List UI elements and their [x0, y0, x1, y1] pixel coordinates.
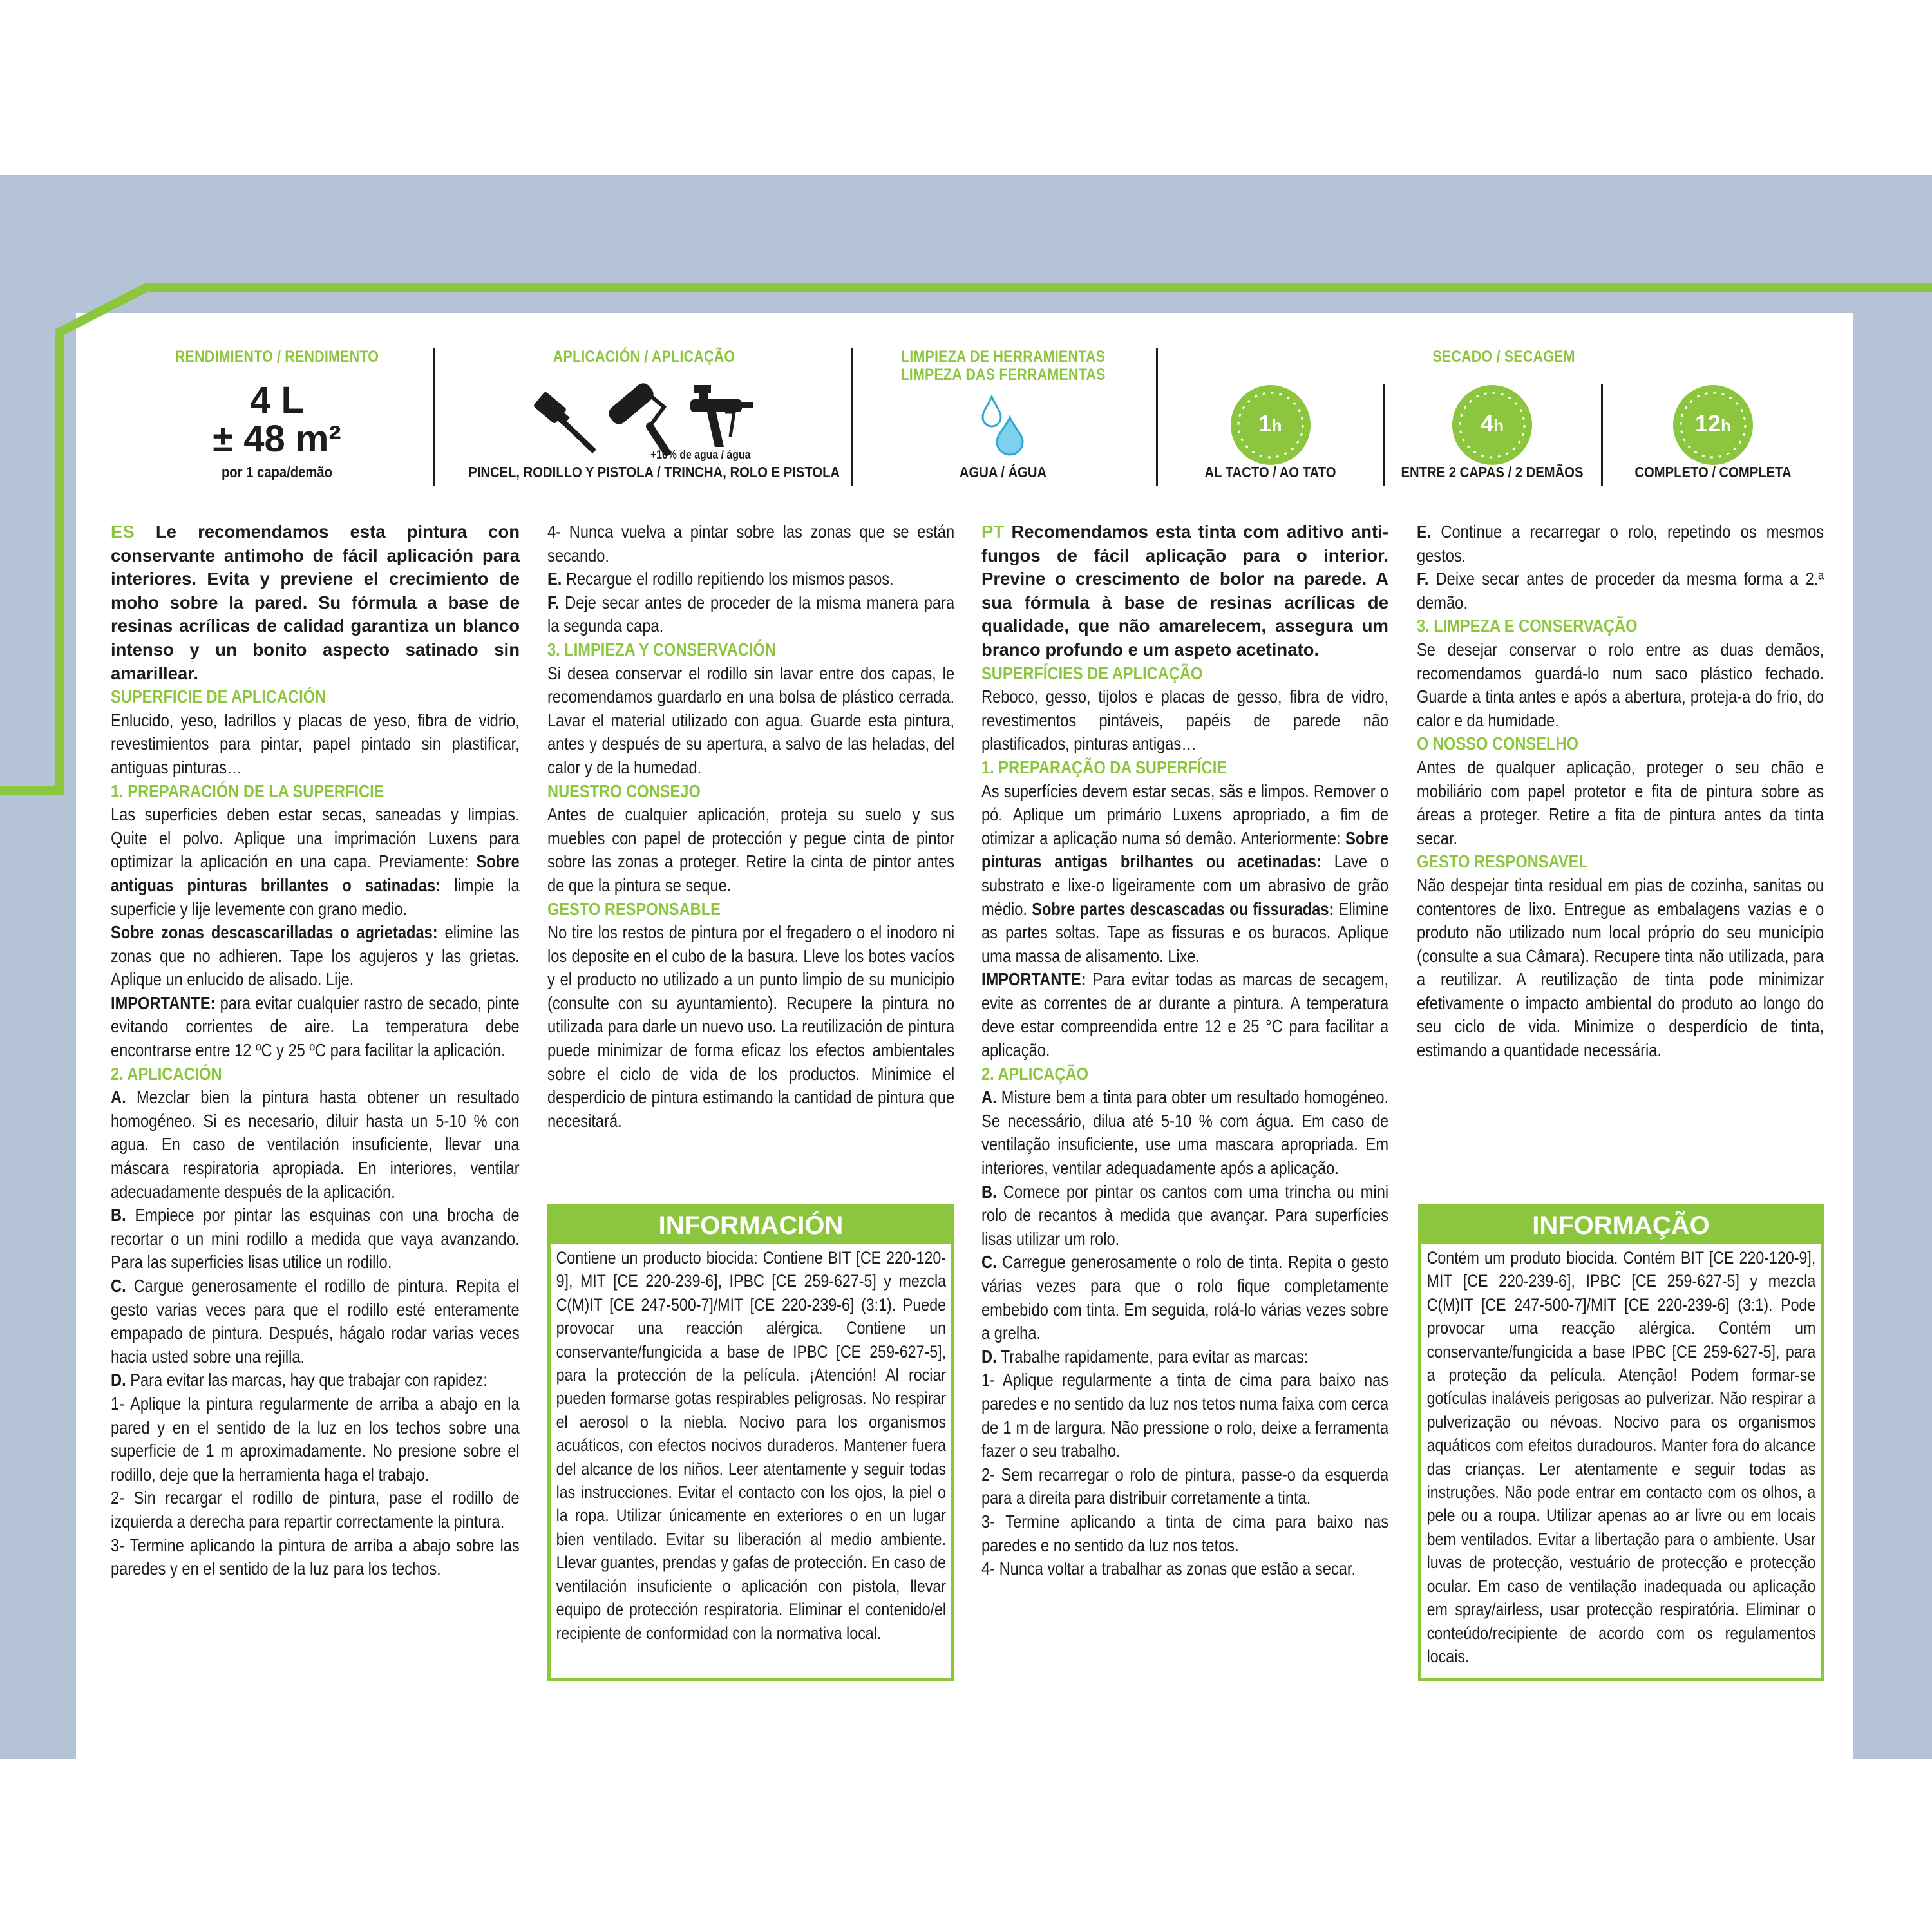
drying-value: 12 — [1695, 410, 1721, 437]
es-surface-heading: SUPERFICIE DE APLICACIÓN — [111, 687, 327, 707]
es-step-d4: 4- Nunca vuelva a pintar sobre las zonas que se están secando. — [547, 522, 955, 565]
es-cleaning-text: Si desea conservar el rodillo sin lavar entre dos capas, le recomendamos guardarlo en una bolsa de plástico cerrada. Lavar el material utilizado con agua. Guarde esta pintura, antes y después de su apertura, a salvo de las heladas, del calor y de la humedad. — [547, 663, 955, 777]
pt-step-d1: 1- Aplique regularmente a tinta de cima para baixo nas paredes e no sentido da luz nos tetos numa faixa com cerca de 1 m de largura. Não pressione o rolo, deixe a ferramenta fazer o seu trabalho. — [981, 1370, 1389, 1461]
pt-prep-important: IMPORTANTE: Para evitar todas as marcas de secagem, evite as correntes de ar durante a pintura. A temperatura deve estar compreendida entre 12 e 25 °C para facilitar a aplicação. — [981, 969, 1389, 1061]
pt-cleaning-heading: 3. LIMPEZA E CONSERVAÇÃO — [1417, 616, 1638, 636]
pt-prep-text: As superfícies devem estar secas, sãs e limpos. Remover o pó. Aplique um primário Luxens apropriado, a fim de otimizar a aplicação numa só demão. Anteriormente: Sobre pinturas antigas brilhantes ou acetinadas: Lave o substrato e lixe-o ligeiramente com um abrasivo de grão médio. Sobre partes descascadas ou fissuradas: Elimine as partes soltas. Tape as fissuras e os buracos. Aplique uma massa de alisamento. Lixe. — [981, 781, 1389, 966]
pt-step-d3: 3- Termine aplicando a tinta de cima para baixo nas paredes e no sentido da luz nos tetos. — [981, 1511, 1389, 1555]
es-lead: Le recomendamos esta pintura con conservante antimoho de fácil aplicación para interiores. Evita y previene el crecimiento de moho sobre la pared. Su fórmula a base de resinas acrílicas de calidad garantiza un blanco intenso y un bonito aspecto satinado sin amarillear. — [111, 522, 520, 683]
pt-step-e: E. Continue a recarregar o rolo, repetindo os mesmos gestos. — [1417, 522, 1824, 565]
application-title: APLICACIÓN / APLICAÇÃO — [553, 348, 735, 366]
pt-cleaning-text: Se desejar conservar o rolo entre as duas demãos, recomendamos guardá-lo num saco plástico fechado. Guarde a tinta antes e após a abertura, proteja-a do frio, do calor e da humidade. — [1417, 639, 1824, 730]
pt-lead: Recomendamos esta tinta com aditivo anti-fungos de fácil aplicação para o interior. Previne o crescimento de bolor na parede. A sua fórmula à base de resinas acrílicas de qualidade, que não amarelecem, assegura um branco profundo e um aspeto acetinato. — [981, 522, 1388, 659]
drying-caption: COMPLETO / COMPLETA — [1634, 464, 1792, 480]
es-prep-important: IMPORTANTE: para evitar cualquier rastro de secado, pinte evitando corrientes de aire. La temperatura debe encontrarse entre 12 ºC y 25 ºC para facilitar la aplicación. — [111, 992, 520, 1061]
es-step-e: E. Recargue el rodillo repitiendo los mismos pasos. — [547, 569, 894, 589]
es-language-tag: ES — [111, 522, 135, 542]
drying-item-full — [1604, 348, 1823, 483]
drying-caption: AL TACTO / AO TATO — [1204, 464, 1336, 480]
es-step-d3: 3- Termine aplicando la pintura de arriba a abajo sobre las paredes y en el sentido de la luz para los techos. — [111, 1535, 520, 1579]
es-advice-heading: NUESTRO CONSEJO — [547, 781, 701, 801]
pt-step-c: C. Carregue generosamente o rolo de tinta. Repita o gesto várias vezes para que o rolo fique completamente embebido com tinta. Em seguida, rolá-lo várias vezes sobre a grelha. — [981, 1252, 1389, 1343]
pt-intro — [981, 520, 1388, 662]
es-step-d: D. Para evitar las marcas, hay que trabajar con rapidez: — [111, 1370, 488, 1390]
es-step-a: A. Mezclar bien la pintura hasta obtener un resultado homogéneo. Si es necesario, diluir hasta un 5-10 % con agua. En caso de ventilación insuficiente, llevar una máscara respiratoria apropiada. En interiores, ventilar adecuadamente después de la aplicación. — [111, 1087, 520, 1202]
water-drops-icon — [978, 394, 1029, 457]
pt-info-title: INFORMAÇÃO — [1421, 1208, 1821, 1244]
cleaning-cell — [857, 348, 1150, 483]
pt-surface-text: Reboco, gesso, tijolos e placas de gesso, fibra de vidro, revestimentos pintáveis, papéis de parede não plastificados, pinturas antigas… — [981, 687, 1389, 754]
pt-application-heading: 2. APLICAÇÃO — [981, 1063, 1089, 1084]
es-step-b: B. Empiece por pintar las esquinas con una brocha de recortar o un mini rodillo a medida que vaya avanzando. Para las superficies lisas utilice un rodillo. — [111, 1205, 520, 1273]
pt-info-text: Contém um produto biocida. Contém BIT [CE 220-120-9], MIT [CE 220-239-6], IPBC [CE 259-627-5] y mezcla C(M)IT [CE 247-500-7]/MIT [CE 220-239-6] (3:1). Pode provocar uma reacção alérgica. Contém um conservante/fungicida a base IPBC [CE 259-627-5], para a proteção da película. Atenção! Podem formar-se gotículas inaláveis perigosas ao pulverizar. Não respirar a pulverização ou névoas. Nocivo para os organismos aquáticos com efeitos duradouros. Manter fora do alcance das crianças. Ler atentamente e seguir todas as instruções. Não pode entrar em contacto com os olhos, a pele ou a roupa. Utilizar apenas ao ar livre ou em locais bem ventilados. Evitar a libertação para o ambiente. Usar luvas de protecção, vestuário de protecção e protecção ocular. Em caso de ventilação inadequada ou aplicação em spray/airless, usar protecção respiratória. Eliminar o conteúdo/recipiente de acordo com os regulamentos locais. — [1426, 1248, 1816, 1666]
cleaning-title-line1: LIMPIEZA DE HERRAMIENTAS — [900, 348, 1106, 366]
yield-cell — [129, 348, 425, 483]
pt-surface-heading: SUPERFÍCIES DE APLICAÇÃO — [981, 663, 1203, 683]
application-cell — [444, 348, 844, 483]
drying-item-touch — [1159, 348, 1381, 483]
drying-unit: h — [1493, 416, 1504, 435]
brush-icon — [533, 385, 604, 456]
header-separator — [433, 348, 435, 486]
es-column-2 — [547, 520, 954, 1133]
yield-caption: por 1 capa/demão — [221, 464, 333, 480]
drying-title: SECADO / SECAGEM — [1432, 348, 1575, 366]
yield-volume: 4 L — [250, 379, 304, 421]
header-separator — [1156, 348, 1158, 486]
drying-unit: h — [1271, 416, 1282, 435]
es-cleaning-heading: 3. LIMPIEZA Y CONSERVACIÓN — [547, 639, 776, 659]
yield-area: ± 48 m² — [213, 418, 341, 460]
application-caption: PINCEL, RODILLO Y PISTOLA / TRINCHA, ROLO E PISTOLA — [468, 464, 840, 480]
pt-step-f: F. Deixe secar antes de proceder da mesma forma a 2.ª demão. — [1417, 569, 1824, 612]
pt-advice-heading: O NOSSO CONSELHO — [1417, 734, 1578, 754]
pt-column-2 — [1417, 520, 1824, 1063]
es-surface-text: Enlucido, yeso, ladrillos y placas de yeso, fibra de vidrio, revestimientos para pintar, papel pintado sin plastificar, antiguas pinturas… — [111, 710, 520, 777]
yield-title: RENDIMIENTO / RENDIMENTO — [175, 348, 379, 366]
cleaning-caption: AGUA / ÁGUA — [959, 464, 1047, 480]
es-prep-text: Las superficies deben estar secas, saneadas y limpias. Quite el polvo. Aplique una imprimación Luxens para optimizar la aplicación en una capa. Previamente: Sobre antiguas pinturas brillantes o satinadas: limpie la superficie y lije levemente con grano medio. — [111, 804, 520, 919]
pt-step-d4: 4- Nunca voltar a trabalhar as zonas que estão a secar. — [981, 1558, 1356, 1579]
es-info-title: INFORMACIÓN — [551, 1208, 951, 1244]
pt-step-b: B. Comece por pintar os cantos com uma trincha ou mini rolo de recantos à medida que avançar. Para superfícies lisas utilizar um rolo. — [981, 1181, 1389, 1249]
es-step-d2: 2- Sin recargar el rodillo de pintura, pase el rodillo de izquierda a derecha para repartir correctamente la pintura. — [111, 1488, 520, 1531]
header-separator — [851, 348, 853, 486]
drying-value: 4 — [1481, 410, 1494, 437]
es-info-box — [547, 1204, 954, 1681]
drying-caption: ENTRE 2 CAPAS / 2 DEMÃOS — [1401, 464, 1584, 480]
pt-prep-heading: 1. PREPARAÇÃO DA SUPERFÍCIE — [981, 757, 1227, 777]
pt-column-1 — [981, 520, 1388, 1581]
cleaning-title-line2: LIMPEZA DAS FERRAMENTAS — [900, 366, 1106, 384]
drying-unit: h — [1721, 416, 1731, 435]
pt-step-d: D. Trabalhe rapidamente, para evitar as marcas: — [981, 1346, 1309, 1367]
spray-gun-icon — [688, 383, 759, 457]
es-column-1 — [111, 520, 520, 1581]
dilution-note: +10% de agua / água — [650, 448, 751, 461]
es-prep-heading: 1. PREPARACIÓN DE LA SUPERFICIE — [111, 781, 384, 801]
es-step-d1: 1- Aplique la pintura regularmente de arriba a abajo en la pared y en el sentido de la luz en los techos sobre una superficie de 1 m aproximadamente. No presione sobre el rodillo, deje que la herramienta haga el trabajo. — [111, 1393, 520, 1484]
es-responsible-text: No tire los restos de pintura por el fregadero o el inodoro ni los deposite en el cubo de la basura. Lleve los botes vacíos y el producto no utilizado a un punto limpio de su municipio (consulte con su ayuntamiento). Recupere la pintura no utilizada para darle un nuevo uso. La reutilización de pintura puede minimizar de forma eficaz los efectos ambientales sobre el ciclo de vida de los productos. Minimice el desperdicio de pintura estimando la cantidad de pintura que necesitará. — [547, 922, 955, 1131]
pt-language-tag: PT — [981, 522, 1005, 542]
header-separator — [1601, 384, 1603, 486]
es-step-f: F. Deje secar antes de proceder de la misma manera para la segunda capa. — [547, 592, 955, 636]
es-responsible-heading: GESTO RESPONSABLE — [547, 898, 721, 919]
pt-responsible-heading: GESTO RESPONSAVEL — [1417, 851, 1588, 872]
header-separator — [1383, 384, 1385, 486]
es-prep-text-2: Sobre zonas descascarilladas o agrietadas: elimine las zonas que no adhieren. Tape los agujeros y las grietas. Aplique un enlucido de alisado. Lije. — [111, 922, 520, 990]
pt-step-a: A. Misture bem a tinta para obter um resultado homogéneo. Se necessário, dilua até 5-10 % com água. Em caso de ventilação insuficiente, use uma mascara apropriada. Em interiores, ventilar adequadamente após a aplicação. — [981, 1087, 1389, 1179]
pt-step-d2: 2- Sem recarregar o rolo de pintura, passe-o da esquerda para a direita para distribuir corretamente a tinta. — [981, 1464, 1389, 1508]
es-info-text: Contiene un producto biocida: Contiene BIT [CE 220-120-9], MIT [CE 220-239-6], IPBC [CE 259-627-5] y mezcla C(M)IT [CE 247-500-7]/MIT [CE 220-239-6] (3:1). Puede provocar una reacción alérgica. Contiene un conservante/fungicida a base de IPBC [CE 259-627-5], para la protección de la película. ¡Atención! Al rociar pueden formarse gotas respirables peligrosas. No respirar el aerosol o la niebla. Nocivo para los organismos acuáticos, con efectos nocivos duraderos. Mantener fuera del alcance de los niños. Leer atentamente y seguir todas las instrucciones. Evitar el contacto con los ojos, la piel o la ropa. Utilizar únicamente en exteriores o en un lugar bien ventilado. Evitar su liberación al medio ambiente. Llevar guantes, prendas y gafas de protección. En caso de ventilación insuficiente o aplicación con pistola, llevar equipo de protección respiratoria. Eliminar el contenido/el recipiente de conformidad con la normativa local. — [556, 1248, 947, 1643]
drying-item-recoat — [1386, 348, 1598, 483]
es-step-c: C. Cargue generosamente el rodillo de pintura. Repita el gesto varias veces para que el rodillo esté enteramente empapado de pintura. Después, hágalo rodar varias veces hacia usted sobre una rejilla. — [111, 1276, 520, 1367]
pt-responsible-text: Não despejar tinta residual em pias de cozinha, sanitas ou contentores de lixo. Entregue as embalagens vazias e o produto não utilizado num local próprio do seu município (consulte a sua Câmara). Recupere tinta não utilizada, para a reutilizar. A reutilização de tinta pode minimizar efetivamente o impacto ambiental do produto ao longo do seu ciclo de vida. Minimize o desperdício de tinta, estimando a quantidade necessária. — [1417, 875, 1824, 1061]
pt-advice-text: Antes de qualquer aplicação, proteger o seu chão e mobiliário com papel protetor e fita de pintura sobre as áreas a proteger. Retire a fita de pintura antes da tinta secar. — [1417, 757, 1824, 848]
es-application-heading: 2. APLICACIÓN — [111, 1063, 222, 1084]
pt-info-box — [1418, 1204, 1824, 1681]
es-intro — [111, 520, 520, 685]
drying-value: 1 — [1258, 410, 1272, 437]
es-advice-text: Antes de cualquier aplicación, proteja su suelo y sus muebles con papel de protección y pegue cinta de pintor sobre las zonas a proteger. Retire la cinta de pintor antes de que la pintura se seque. — [547, 804, 955, 895]
